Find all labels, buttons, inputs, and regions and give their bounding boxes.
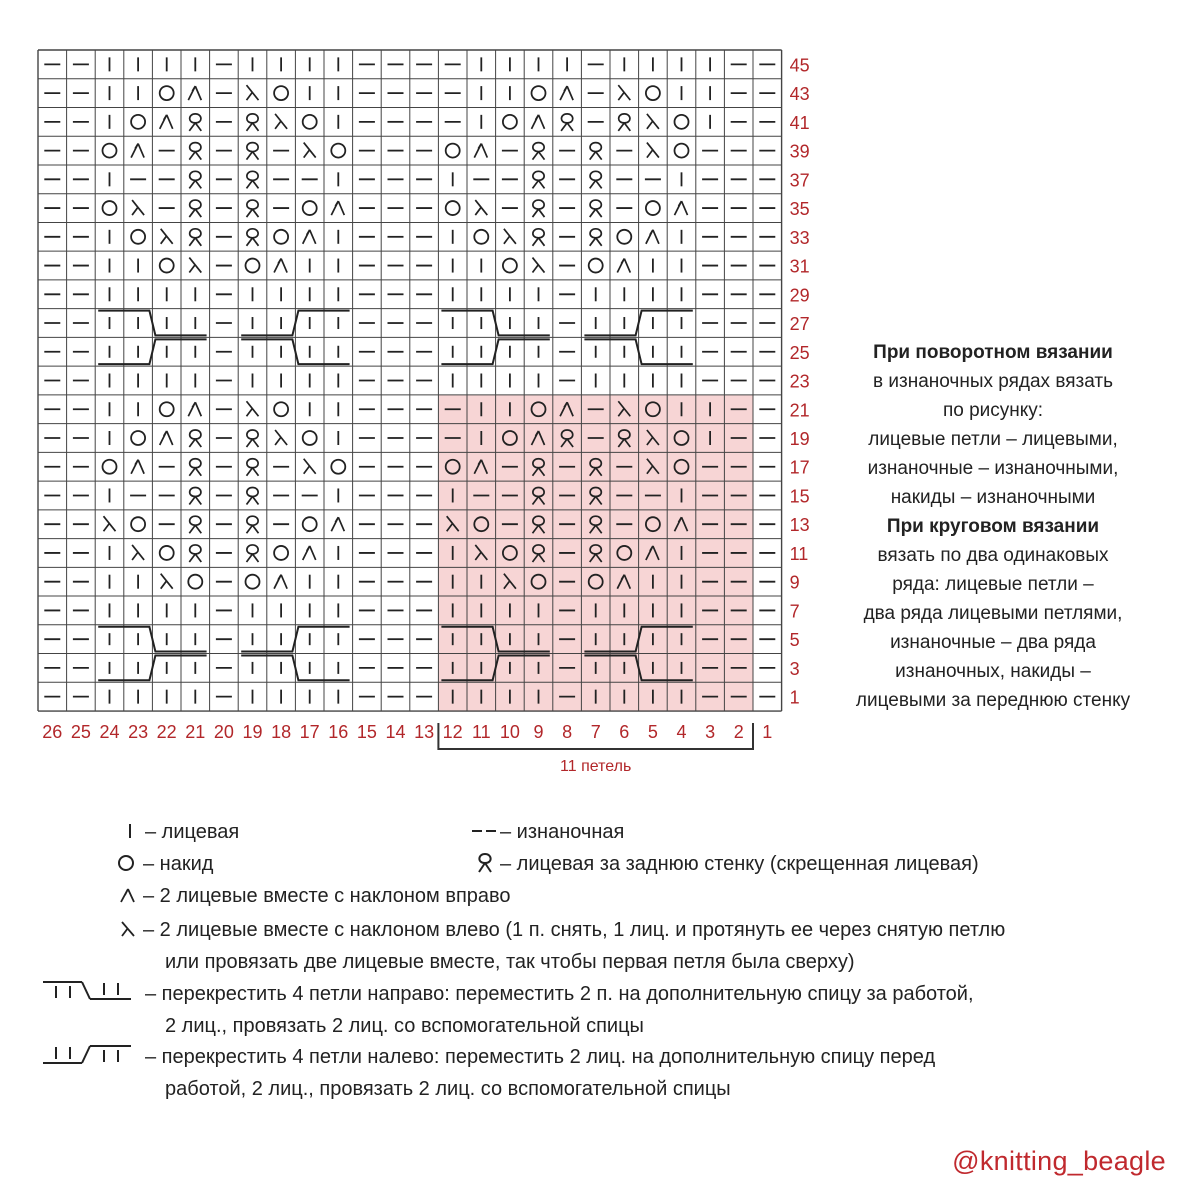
column-number: 5 — [647, 722, 658, 743]
yarn-over — [474, 230, 488, 244]
k2tog-right — [675, 201, 688, 215]
twisted-knit — [189, 143, 201, 160]
repeat-label: 11 петель — [560, 758, 632, 776]
yarn-over — [532, 86, 546, 100]
yarn-over — [274, 230, 288, 244]
note-line: в изнаночных рядах вязать — [873, 371, 1113, 392]
k2tog-right — [274, 259, 287, 273]
row-number: 23 — [789, 371, 810, 392]
yarn-over — [503, 115, 517, 129]
legend-k2tog-left: – 2 лицевые вместе с наклоном влево (1 п. снять, 1 лиц. и протянуть ее через снятую петлю — [143, 919, 1006, 941]
twisted-knit — [189, 545, 201, 562]
yarn-over — [646, 201, 660, 215]
twisted-knit — [189, 459, 201, 476]
twisted-knit — [247, 171, 259, 188]
twisted-knit — [189, 171, 201, 188]
note-line: изнаночные – изнаночными, — [867, 458, 1119, 479]
twisted-knit — [189, 200, 201, 217]
row-number: 17 — [789, 457, 810, 478]
yarn-over — [446, 201, 460, 215]
twisted-knit — [533, 143, 545, 160]
k2tog-left-icon — [117, 919, 139, 939]
column-number: 23 — [128, 722, 149, 743]
k2tog-right — [617, 259, 630, 273]
note-line: по рисунку: — [942, 400, 1044, 421]
column-number: 2 — [733, 722, 744, 743]
legend-knit: – лицевая — [145, 821, 240, 843]
row-number: 27 — [789, 314, 810, 335]
twisted-knit — [561, 114, 573, 131]
column-number: 26 — [42, 722, 63, 743]
twisted-knit — [590, 200, 602, 217]
legend-k2tog-right: – 2 лицевые вместе с наклоном вправо — [143, 885, 511, 907]
purl-symbol-icon — [470, 821, 500, 841]
k2tog-left — [132, 545, 144, 560]
k2tog-left — [161, 574, 173, 589]
row-number: 9 — [789, 572, 800, 593]
k2tog-left — [304, 459, 316, 474]
twisted-knit — [590, 171, 602, 188]
row-number: 35 — [789, 199, 810, 220]
k2tog-right — [532, 115, 545, 129]
yarn-over-icon — [114, 853, 138, 873]
k2tog-right — [131, 144, 144, 158]
note-line: изнаночные – два ряда — [890, 632, 1096, 653]
row-number: 37 — [789, 170, 810, 191]
twisted-knit — [189, 487, 201, 504]
legend-cable-right-cont: 2 лиц., провязать 2 лиц. со вспомогательной спицы — [165, 1015, 644, 1037]
twisted-knit — [247, 516, 259, 533]
yarn-over — [331, 144, 345, 158]
k2tog-right — [303, 546, 316, 560]
yarn-over — [103, 201, 117, 215]
twisted-knit — [189, 516, 201, 533]
row-number: 3 — [789, 658, 800, 679]
twisted-knit — [247, 229, 259, 246]
note-line: лицевыми за переднюю стенку — [855, 690, 1131, 711]
column-number: 9 — [533, 722, 544, 743]
yarn-over — [303, 115, 317, 129]
k2tog-right — [160, 115, 173, 129]
yarn-over — [274, 546, 288, 560]
k2tog-left — [247, 401, 259, 416]
k2tog-right — [560, 86, 573, 100]
yarn-over — [188, 575, 202, 589]
twisted-knit — [590, 229, 602, 246]
twisted-knit-icon — [474, 851, 496, 875]
yarn-over — [274, 402, 288, 416]
k2tog-left — [475, 200, 487, 215]
column-number: 1 — [762, 722, 773, 743]
yarn-over — [617, 230, 631, 244]
row-number: 43 — [789, 84, 810, 105]
k2tog-right — [160, 431, 173, 445]
row-number: 19 — [789, 428, 810, 449]
legend-cable-right: – перекрестить 4 петли направо: переместить 2 п. на дополнительную спицу за работой, — [145, 983, 974, 1005]
yarn-over — [131, 517, 145, 531]
k2tog-right — [646, 230, 659, 244]
k2tog-right — [188, 402, 201, 416]
yarn-over — [246, 575, 260, 589]
k2tog-right — [331, 201, 344, 215]
row-number: 45 — [789, 55, 810, 76]
k2tog-left — [647, 114, 659, 129]
k2tog-left — [275, 430, 287, 445]
row-number: 25 — [789, 342, 810, 363]
yarn-over — [274, 86, 288, 100]
yarn-over — [303, 201, 317, 215]
column-number: 12 — [442, 722, 463, 743]
column-number: 19 — [242, 722, 263, 743]
k2tog-left — [647, 143, 659, 158]
k2tog-left — [533, 258, 545, 273]
twisted-knit — [533, 200, 545, 217]
row-number: 29 — [789, 285, 810, 306]
k2tog-left — [132, 200, 144, 215]
brand-watermark: @knitting_beagle — [952, 1146, 1166, 1176]
legend-twisted: – лицевая за заднюю стенку (скрещенная лицевая) — [500, 853, 979, 875]
yarn-over — [160, 402, 174, 416]
twisted-knit — [590, 143, 602, 160]
row-number: 5 — [789, 630, 800, 651]
legend-cable-left: – перекрестить 4 петли налево: переместить 2 лиц. на дополнительную спицу перед — [145, 1046, 936, 1068]
yarn-over — [160, 86, 174, 100]
column-number: 11 — [471, 722, 491, 743]
twisted-knit — [247, 200, 259, 217]
yarn-over — [160, 546, 174, 560]
yarn-over — [160, 259, 174, 273]
yarn-over — [103, 460, 117, 474]
column-number: 8 — [562, 722, 573, 743]
legend-k2tog-left-cont: или провязать две лицевые вместе, так чтобы первая петля была сверху) — [165, 951, 855, 973]
twisted-knit — [247, 114, 259, 131]
k2tog-left — [618, 85, 630, 100]
row-number: 13 — [789, 515, 810, 536]
yarn-over — [246, 259, 260, 273]
yarn-over — [331, 460, 345, 474]
k2tog-right — [474, 144, 487, 158]
column-number: 24 — [99, 722, 120, 743]
note-title-flat: При поворотном вязании — [873, 342, 1113, 363]
column-number: 25 — [70, 722, 91, 743]
yarn-over — [131, 115, 145, 129]
row-number: 15 — [789, 486, 810, 507]
column-number: 22 — [156, 722, 177, 743]
k2tog-left — [161, 229, 173, 244]
twisted-knit — [189, 229, 201, 246]
row-number: 39 — [789, 141, 810, 162]
yarn-over — [646, 86, 660, 100]
knit-symbol-icon — [120, 821, 140, 841]
k2tog-right — [331, 517, 344, 531]
yarn-over — [303, 517, 317, 531]
column-number: 17 — [299, 722, 320, 743]
legend-purl: – изнаночная — [500, 821, 625, 843]
k2tog-left — [247, 85, 259, 100]
column-number: 6 — [619, 722, 630, 743]
twisted-knit — [618, 114, 630, 131]
k2tog-left — [504, 229, 516, 244]
k2tog-left — [275, 114, 287, 129]
row-number: 31 — [789, 256, 810, 277]
column-number: 15 — [356, 722, 377, 743]
twisted-knit — [189, 114, 201, 131]
row-number: 21 — [789, 400, 810, 421]
row-number: 11 — [789, 543, 809, 564]
row-number: 33 — [789, 227, 810, 248]
twisted-knit — [247, 545, 259, 562]
note-line: лицевые петли – лицевыми, — [868, 429, 1118, 450]
k2tog-left — [189, 258, 201, 273]
note-title-round: При круговом вязании — [886, 516, 1100, 537]
yarn-over — [103, 144, 117, 158]
yarn-over — [131, 230, 145, 244]
k2tog-right — [131, 460, 144, 474]
legend-yo: – накид — [143, 853, 214, 875]
twisted-knit — [247, 430, 259, 447]
k2tog-left — [304, 143, 316, 158]
twisted-knit — [533, 229, 545, 246]
twisted-knit — [247, 487, 259, 504]
note-line: вязать по два одинаковых — [877, 545, 1109, 566]
k2tog-right-icon — [117, 885, 139, 905]
column-number: 21 — [185, 722, 206, 743]
column-number: 20 — [213, 722, 234, 743]
row-number: 41 — [789, 112, 810, 133]
twisted-knit — [247, 143, 259, 160]
k2tog-right — [188, 86, 201, 100]
column-number: 18 — [271, 722, 292, 743]
yarn-over — [589, 259, 603, 273]
twisted-knit — [189, 430, 201, 447]
row-numbers — [790, 55, 810, 707]
column-number: 14 — [385, 722, 406, 743]
yarn-over — [675, 144, 689, 158]
yarn-over — [446, 144, 460, 158]
yarn-over — [503, 259, 517, 273]
twisted-knit — [247, 459, 259, 476]
column-number: 10 — [499, 722, 520, 743]
column-number: 16 — [328, 722, 349, 743]
note-line: ряда: лицевые петли – — [892, 574, 1094, 595]
row-number: 7 — [789, 601, 800, 622]
k2tog-right — [303, 230, 316, 244]
column-number: 13 — [414, 722, 435, 743]
instructions-note — [828, 338, 1158, 715]
legend-cable-left-cont: работой, 2 лиц., провязать 2 лиц. со вспомогательной спицы — [165, 1078, 731, 1100]
cable-left-icon — [40, 1042, 134, 1068]
row-number: 1 — [789, 687, 800, 708]
column-number: 3 — [705, 722, 716, 743]
yarn-over — [675, 115, 689, 129]
column-number: 7 — [590, 722, 601, 743]
yarn-over — [303, 431, 317, 445]
k2tog-right — [274, 575, 287, 589]
note-line: изнаночных, накиды – — [895, 661, 1091, 682]
legend — [0, 815, 1200, 1115]
k2tog-left — [104, 516, 116, 531]
cable-right-icon — [40, 978, 134, 1004]
note-line: два ряда лицевыми петлями, — [863, 603, 1123, 624]
note-line: накиды – изнаночными — [890, 487, 1096, 508]
column-numbers — [42, 722, 772, 742]
yarn-over — [131, 431, 145, 445]
twisted-knit — [533, 171, 545, 188]
column-number: 4 — [676, 722, 687, 743]
